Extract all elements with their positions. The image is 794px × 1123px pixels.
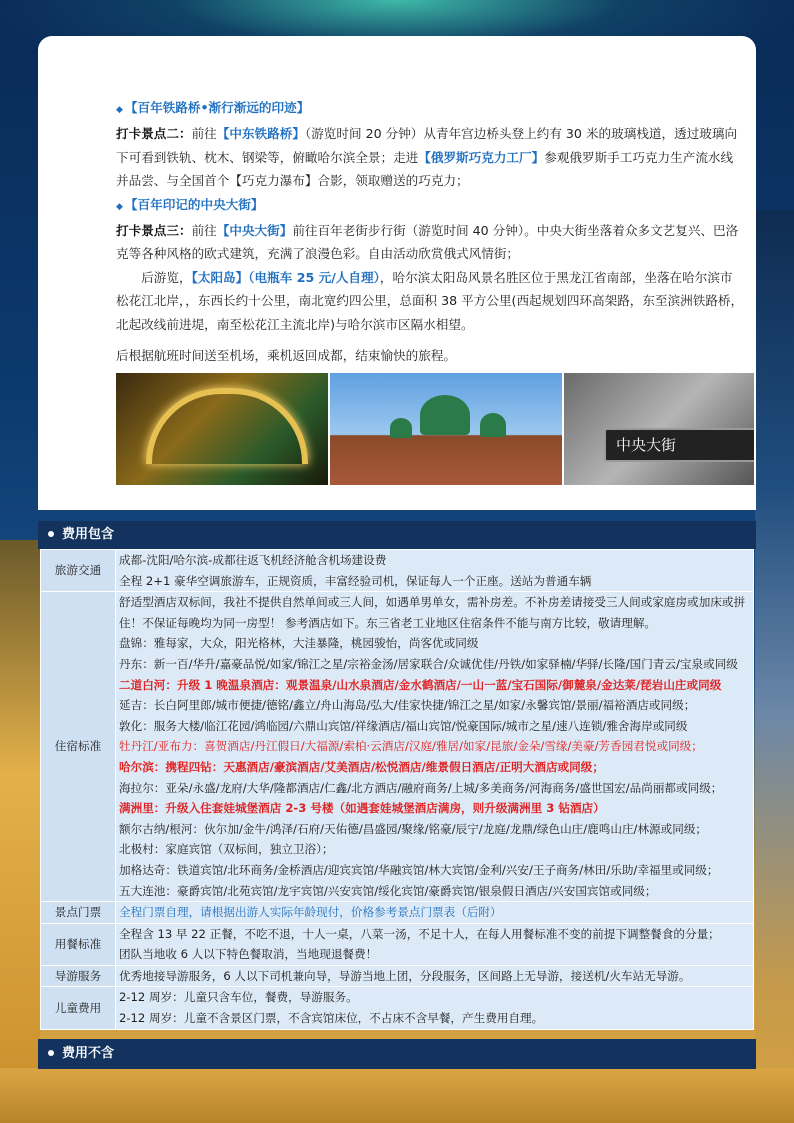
street-sign: 中央大街 <box>604 428 754 462</box>
section-header-excluded: 费用不含 <box>38 1039 756 1069</box>
row-content: 优秀地接导游服务，6 人以下司机兼向导，导游当地上团，分段服务，区间路上无导游，接送机/火车站无导游。 <box>116 965 754 987</box>
photo-st-sophia-cathedral <box>330 373 562 485</box>
bottom-background <box>0 1068 794 1123</box>
subsection-title-bridge: 【百年铁路桥•渐行渐远的印迹】 <box>124 100 310 115</box>
table-row <box>41 987 754 1029</box>
paragraph-sun-island: 后游览，【太阳岛】（电瓶车 25 元/人自理），哈尔滨太阳岛风景名胜区位于黑龙江省南部，坐落在哈尔滨市松花江北岸，，东西长约十公里，南北宽约四公里，总面积 38 平方公里(西起规划四环高架路，东至滨洲铁路桥，北起改线前进堤，南至松花江主流北岸)与哈尔滨市区隔水相望。 <box>116 269 744 332</box>
section-header-included: 费用包含 <box>38 521 756 549</box>
table-row <box>41 902 754 924</box>
row-content: 全程门票自理，请根据出游人实际年龄现付，价格参考景点门票表（后附） <box>116 902 754 924</box>
paragraph-street: 打卡景点三：前往【中央大街】前往百年老街步行街（游览时间 40 分钟）。中央大街坐落着众多文艺复兴、巴洛克等各种风格的欧式建筑，充满了浪漫色彩。自由活动欣赏俄式风情街； <box>116 223 739 262</box>
fees-included-table <box>40 549 754 1030</box>
bullet-icon <box>48 1050 54 1056</box>
table-row <box>41 550 754 592</box>
light-arch <box>146 388 308 464</box>
cathedral-dome <box>390 418 412 438</box>
paragraph-bridge: 打卡景点二：前往【中东铁路桥】（游览时间 20 分钟）从青年宫边桥头登上约有 30 米的玻璃栈道，透过玻璃向下可看到铁轨、枕木、钢梁等，俯瞰哈尔滨全景；走进【俄罗斯巧克力工厂】参观俄罗斯手工巧克力生产流水线并品尝、与全国首个【巧克力瀑布】合影，领取赠送的巧克力； <box>116 126 738 189</box>
row-label: 导游服务 <box>41 965 116 987</box>
table-row <box>41 923 754 965</box>
photo-street-sign <box>564 373 754 485</box>
cathedral-dome <box>480 413 506 437</box>
paragraph-return: 后根据航班时间送至机场，乘机返回成都，结束愉快的旅程。 <box>116 348 457 364</box>
row-label: 旅游交通 <box>41 550 116 592</box>
row-content: 2-12 周岁：儿童只含车位，餐费，导游服务。 2-12 周岁：儿童不含景区门票，不含宾馆床位，不占床不含早餐，产生费用自理。 <box>116 987 754 1029</box>
row-content: 全程含 13 早 22 正餐，不吃不退，十人一桌，八菜一汤，不足十人，在每人用餐标准不变的前提下调整餐食的分量； 团队当地收 6 人以下特色餐取消，当地现退餐费！ <box>116 923 754 965</box>
bullet-icon <box>48 531 54 537</box>
diamond-icon: ◆ <box>116 105 123 115</box>
cathedral-dome <box>420 395 470 435</box>
birch-forest-background <box>0 540 40 1123</box>
row-label: 用餐标准 <box>41 923 116 965</box>
row-label: 儿童费用 <box>41 987 116 1029</box>
subsection-title-street: 【百年印记的中央大街】 <box>124 196 264 212</box>
row-content: 舒适型酒店双标间，我社不提供自然单间或三人间，如遇单男单女，需补房差。不补房差请接受三人间或家庭房或加床或拼住！不保证每晚均为同一房型！ 参考酒店如下。东三省老工业地区住宿条件不能与南方比较，敬请理解。 盘锦：雅每家，大众，阳光格林，大洼暴隆，桃园骏怡，尚客优或同级 丹东：新一百/华升/嘉豪品悦/如家/锦江之星/宗裕金汤/居家联合/众诚优佳/丹铁/如家驿楠/华驿/长隆/国门青云/宝泉或同级 二道白河：升级 1 晚温泉酒店：观景温泉/山水泉酒店/金水鹤酒店/一山一蓝/宝石国际/御麓泉/金达莱/琵岩山庄或同级 延吉：长白阿里郎/城市便捷/德铭/鑫立/舟山海岛/弘大/佳家快捷/锦江之星/如家/永馨宾馆/景丽/福裕酒店或同级； 敦化：服务大楼/临江花园/鸿临园/六鼎山宾馆/祥缘酒店/福山宾馆/悦豪国际/城市之星/速八连锁/雅舍海岸或同级 牡丹江/亚布力：喜贺酒店/丹江假日/大福源/索柏·云酒店/汉庭/雅居/如家/昆旅/金朵/雪缘/美豪/芳香园君悦或同级； 哈尔滨：携程四钻：天惠酒店/豪滨酒店/艾美酒店/松悦酒店/维景假日酒店/正明大酒店或同级； 海拉尔：亚朵/永盛/龙府/大华/隆都酒店/仁鑫/北方酒店/融府商务/上城/多美商务/河海商务/盛世国宏/品尚丽都或同级； 满洲里：升级入住套娃城堡酒店 2-3 号楼（如遇套娃城堡酒店满房，则升级满洲里 3 钻酒店） 额尔古纳/根河：伙尔加/金牛/鸿泽/石府/天佑德/昌盛园/聚缘/铭豪/辰宁/龙庭/龙鼎/绿色山庄/鹿鸣山庄/林源或同级； 北极村：家庭宾馆（双标间，独立卫浴）； 加格达奇：铁道宾馆/北环商务/金桥酒店/迎宾宾馆/华融宾馆/林大宾馆/金利/兴安/王子商务/林田/乐助/幸福里或同级； 五大连池：豪爵宾馆/北苑宾馆/龙宇宾馆/兴安宾馆/绥化宾馆/豪爵宾馆/银泉假日酒店/兴安国宾馆或同级； <box>116 592 754 902</box>
cathedral-background <box>755 210 794 1123</box>
table-row <box>41 592 754 902</box>
photo-night-arch <box>116 373 328 485</box>
table-row <box>41 965 754 987</box>
row-label: 住宿标准 <box>41 592 116 902</box>
diamond-icon: ◆ <box>116 201 123 212</box>
row-label: 景点门票 <box>41 902 116 924</box>
itinerary-text <box>116 96 744 367</box>
row-content: 成都-沈阳/哈尔滨-成都往返飞机经济舱含机场建设费 全程 2+1 豪华空调旅游车，正规资质，丰富经验司机，保证每人一个正座。送站为普通车辆 <box>116 550 754 592</box>
